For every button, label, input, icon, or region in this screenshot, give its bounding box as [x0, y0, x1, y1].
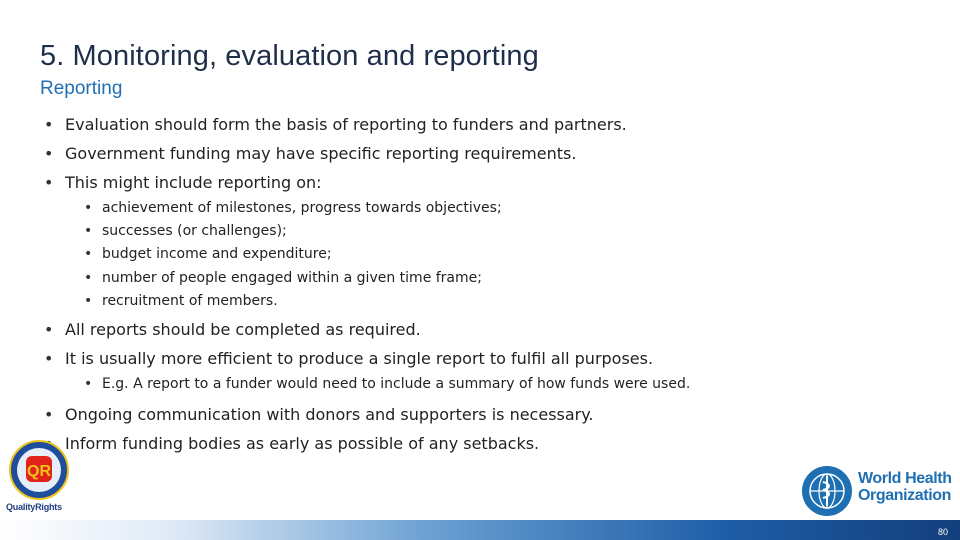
slide-subtitle: Reporting [40, 78, 123, 99]
footer-bar [0, 520, 960, 540]
sub-bullet-item: • budget income and expenditure; [44, 243, 924, 266]
slide-title: 5. Monitoring, evaluation and reporting [40, 40, 539, 72]
quality-rights-label: QualityRights [6, 502, 62, 512]
bullet-list-3 [44, 400, 924, 458]
bullet-item: • It is usually more efficient to produce a single report to fulfil all purposes. [44, 344, 924, 373]
sub-bullet-item: • successes (or challenges); [44, 220, 924, 243]
bullet-item: • Ongoing communication with donors and supporters is necessary. [44, 400, 924, 429]
who-wordmark [858, 470, 952, 504]
who-emblem-icon [800, 464, 854, 518]
bullet-item: • Evaluation should form the basis of reporting to funders and partners. [44, 110, 924, 139]
page-number: 80 [937, 527, 948, 537]
bullet-item: • This might include reporting on: [44, 168, 924, 197]
bullet-item: • Inform funding bodies as early as possible of any setbacks. [44, 429, 924, 458]
sub-bullet-item: • recruitment of members. [44, 290, 924, 313]
sub-bullet-item: • number of people engaged within a given time frame; [44, 267, 924, 290]
example-list [44, 373, 924, 396]
sub-bullet-list [44, 197, 924, 313]
bullet-item: • Government funding may have specific reporting requirements. [44, 139, 924, 168]
sub-bullet-item: • achievement of milestones, progress towards objectives; [44, 197, 924, 220]
slide-content [44, 110, 924, 458]
bullet-list-2 [44, 315, 924, 373]
who-wordmark-line1: World Health [858, 470, 952, 487]
bullet-list [44, 110, 924, 197]
bullet-item: • All reports should be completed as required. [44, 315, 924, 344]
example-item: • E.g. A report to a funder would need to include a summary of how funds were used. [44, 373, 924, 396]
svg-text:QR: QR [27, 463, 51, 480]
who-wordmark-line2: Organization [858, 487, 951, 504]
